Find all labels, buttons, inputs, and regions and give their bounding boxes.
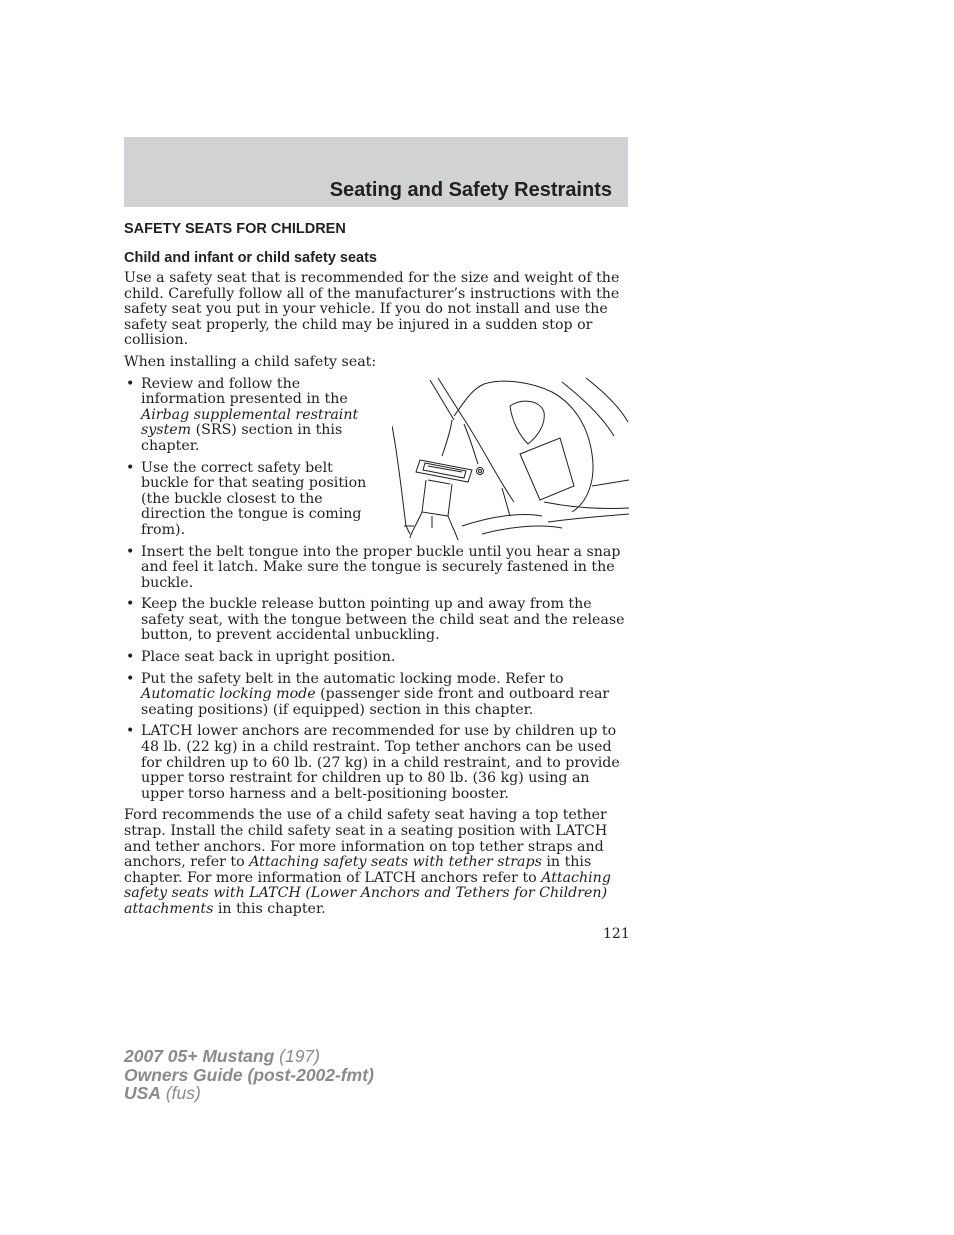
- buckle-illustration: [392, 376, 629, 541]
- closing-paragraph: Ford recommends the use of a child safety seat having a top tether strap. Install the child safety seat in a seating position with LATCH and tether anchors. For more information on top tether straps and anchors, refer to Attaching safety seats with tether straps in this chapter. For more information of LATCH anchors refer to Attaching safety seats with LATCH (Lower Anchors and Tethers for Children) attachments in this chapter.: [124, 807, 611, 917]
- footer-line-market: USA (fus): [124, 1083, 201, 1103]
- list-item: • Use the correct safety belt buckle for that seating position (the buckle closest to the direction the tongue is coming from).: [124, 461, 381, 539]
- header-band: [124, 137, 628, 207]
- intro-paragraph: Use a safety seat that is recommended for the size and weight of the child. Carefully follow all of the manufacturer’s instructions with the safety seat you put in your vehicle. If you do not install and use the safety seat properly, the child may be injured in a sudden stop or collision.: [124, 270, 620, 349]
- list-item: • LATCH lower anchors are recommended for use by children up to 48 lb. (22 kg) in a child restraint. Top tether anchors can be used for children up to 60 lb. (27 kg) in a child restraint, and to provide upper torso restraint for children up to 80 lb. (36 kg) using an upper torso harness and a belt-positioning booster.: [124, 724, 629, 802]
- list-item: • Insert the belt tongue into the proper buckle until you hear a snap and feel it latch. Make sure the tongue is securely fastened in the buckle.: [124, 545, 629, 592]
- airbag-srs-reference: Airbag supplemental restraint system: [141, 406, 359, 439]
- installing-lead: When installing a child safety seat:: [124, 353, 377, 370]
- document-footer: [124, 1047, 374, 1103]
- main-content: [124, 220, 629, 924]
- tether-straps-reference: Attaching safety seats with tether straps: [249, 854, 542, 871]
- page-header-title: Seating and Safety Restraints: [329, 179, 612, 201]
- latch-attachments-reference: Attaching safety seats with LATCH (Lower Anchors and Tethers for Children) attachments: [124, 869, 611, 917]
- automatic-locking-reference: Automatic locking mode: [141, 686, 316, 703]
- footer-line-guide: Owners Guide (post-2002-fmt): [124, 1064, 374, 1085]
- list-item: • Review and follow the information presented in the Airbag supplemental restraint system (SRS) section in this chapter.: [124, 377, 381, 455]
- footer-line-model: 2007 05+ Mustang (197): [124, 1046, 320, 1066]
- section-title: SAFETY SEATS FOR CHILDREN: [124, 221, 346, 237]
- seat-belt-buckle-icon: [392, 376, 629, 541]
- page-number: 121: [603, 926, 630, 942]
- list-item: • Keep the buckle release button pointing up and away from the safety seat, with the tongue between the child seat and the release button, to prevent accidental unbuckling.: [124, 597, 629, 644]
- list-item: • Put the safety belt in the automatic locking mode. Refer to Automatic locking mode (passenger side front and outboard rear seating positions) (if equipped) section in this chapter.: [124, 672, 629, 719]
- subsection-title: Child and infant or child safety seats: [124, 250, 377, 266]
- list-item: • Place seat back in upright position.: [124, 650, 629, 666]
